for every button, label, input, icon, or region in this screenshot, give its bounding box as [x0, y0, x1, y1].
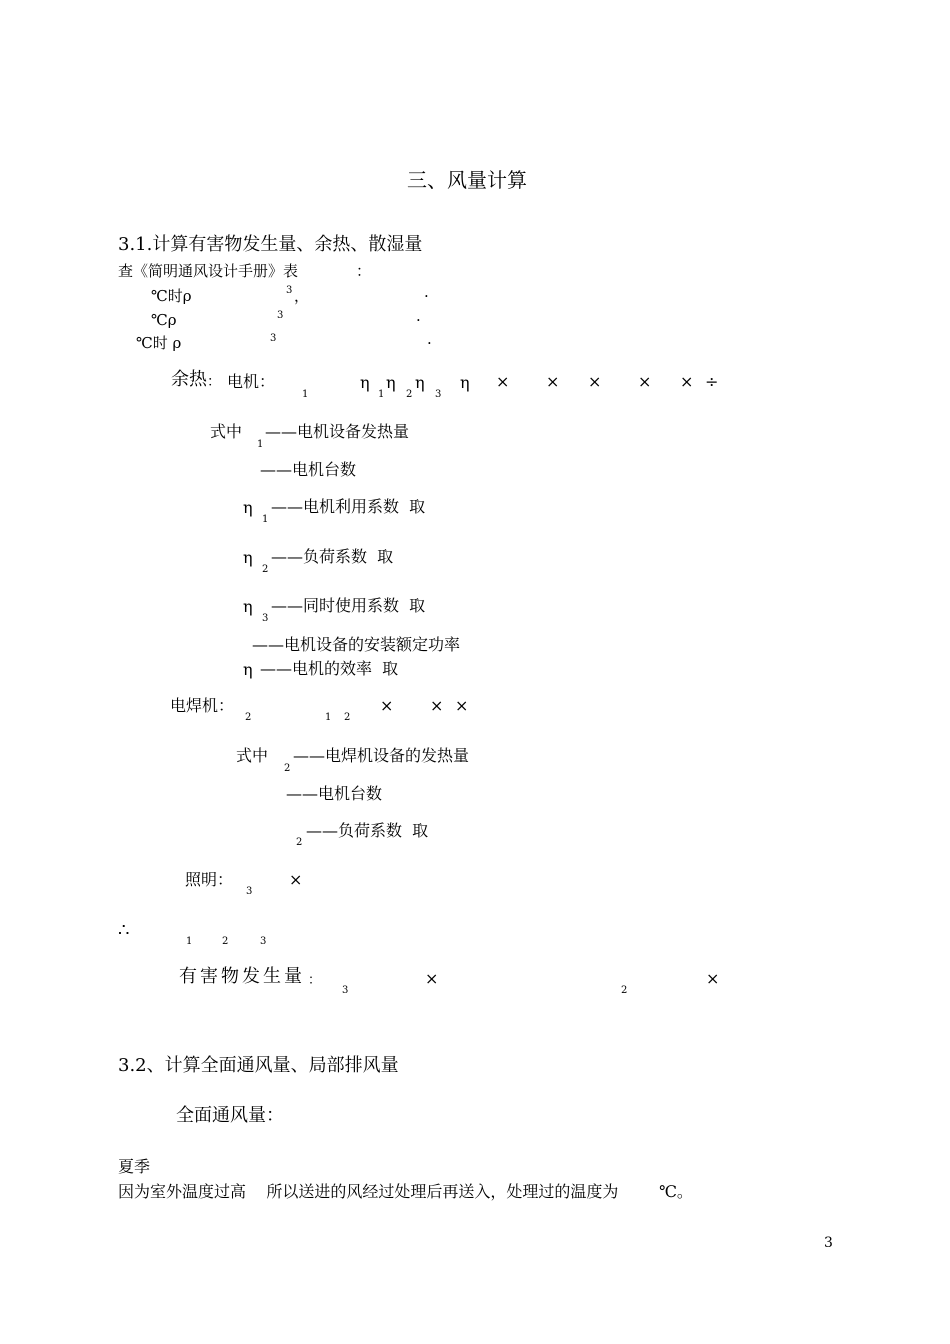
op-times-1: ×	[496, 372, 510, 391]
motor-sub-1: 1	[302, 389, 309, 400]
full-ventilation-label: 全面通风量：	[176, 1105, 284, 1126]
harmful-sub-1: 3	[342, 985, 349, 996]
page-number: 3	[824, 1235, 833, 1251]
motor-where-item-3: ——电机利用系数 取	[271, 497, 426, 516]
motor-eta-4: η	[243, 660, 253, 679]
summer-label: 夏季	[118, 1157, 151, 1176]
therefore-sub-2: 2	[222, 936, 229, 947]
welder-where-item-2: ——电机台数	[286, 784, 383, 803]
motor-where-item-7: ——电机的效率 取	[260, 659, 399, 678]
eta-2-sub: 2	[406, 389, 413, 400]
section-title: 三、风量计算	[407, 168, 527, 192]
welder-sub-1: 2	[245, 712, 252, 723]
motor-eta-3: η	[243, 597, 253, 616]
density-line-2-sup: 3	[277, 310, 284, 321]
harmful-sub-2: 2	[621, 985, 628, 996]
op-times-3: ×	[588, 372, 602, 391]
density-line-1: ℃时ρ	[151, 287, 192, 305]
welder-op-1: ×	[380, 696, 394, 715]
motor-where-item-2: ——电机台数	[260, 460, 357, 479]
lighting-op: ×	[289, 870, 303, 889]
lighting-sub: 3	[246, 886, 253, 897]
op-times-2: ×	[546, 372, 560, 391]
motor-where-item-5: ——同时使用系数 取	[271, 596, 426, 615]
lookup-colon: ：	[356, 262, 372, 280]
density-line-3: ℃时 ρ	[136, 334, 182, 352]
motor-eta-1-sub: 1	[262, 514, 269, 525]
eta-1-sub: 1	[378, 389, 385, 400]
harmful-colon: ：	[308, 973, 322, 988]
eta-3: η	[415, 373, 425, 392]
welder-where-item-1: ——电焊机设备的发热量	[293, 746, 470, 765]
motor-eta-2: η	[243, 548, 253, 567]
eta-2: η	[386, 373, 396, 392]
welder-where-prefix: 式中	[236, 746, 269, 765]
motor-label: 电机：	[227, 372, 276, 391]
motor-where-item-4: ——负荷系数 取	[271, 547, 394, 566]
welder-sub-2: 1	[325, 712, 332, 723]
heading-3-1: 3.1.计算有害物发生量、余热、散湿量	[118, 234, 423, 255]
eta-total: η	[460, 373, 470, 392]
therefore-symbol: ∴	[118, 920, 130, 941]
harmful-label: 有害物发生量	[179, 966, 305, 987]
therefore-sub-3: 3	[260, 936, 267, 947]
summer-text: 因为室外温度过高 所以送进的风经过处理后再送入，处理过的温度为	[118, 1182, 619, 1201]
motor-eta-2-sub: 2	[262, 564, 269, 575]
density-line-3-dot: ·	[427, 334, 432, 352]
motor-where-prefix: 式中	[210, 422, 243, 441]
density-line-2: ℃ρ	[151, 311, 177, 329]
density-line-2-dot: ·	[416, 311, 421, 329]
motor-where-sub: 1	[257, 439, 264, 450]
eta-3-sub: 3	[435, 389, 442, 400]
welder-where-sub: 2	[284, 763, 291, 774]
harmful-op-2: ×	[706, 969, 720, 988]
waste-heat-label: 余热	[171, 369, 207, 390]
welder-sub-3: 2	[344, 712, 351, 723]
welder-where-item-3: ——负荷系数 取	[306, 821, 429, 840]
density-line-1-sup: 3	[286, 285, 293, 296]
motor-eta-1: η	[243, 498, 253, 517]
motor-where-item-6: ——电机设备的安装额定功率	[252, 635, 461, 654]
density-line-3-sup: 3	[270, 333, 277, 344]
welder-label: 电焊机：	[170, 696, 235, 715]
waste-heat-colon: ：	[207, 374, 221, 390]
harmful-op-1: ×	[425, 969, 439, 988]
therefore-sub-1: 1	[186, 936, 193, 947]
eta-1: η	[360, 373, 370, 392]
op-times-5: ×	[680, 372, 694, 391]
op-times-4: ×	[638, 372, 652, 391]
welder-op-3: ×	[455, 696, 469, 715]
density-line-1-dot: ·	[424, 287, 429, 305]
motor-where-item-1: ——电机设备发热量	[265, 422, 410, 441]
lookup-text: 查《简明通风设计手册》表	[118, 262, 299, 280]
welder-op-2: ×	[430, 696, 444, 715]
lighting-label: 照明：	[185, 870, 234, 889]
heading-3-2: 3.2、计算全面通风量、局部排风量	[118, 1055, 399, 1076]
motor-eta-3-sub: 3	[262, 613, 269, 624]
summer-unit: ℃。	[659, 1182, 693, 1201]
op-divide: ÷	[705, 372, 719, 391]
density-line-1-comma: ，	[294, 287, 310, 305]
welder-where-item-3-sub: 2	[296, 837, 303, 848]
